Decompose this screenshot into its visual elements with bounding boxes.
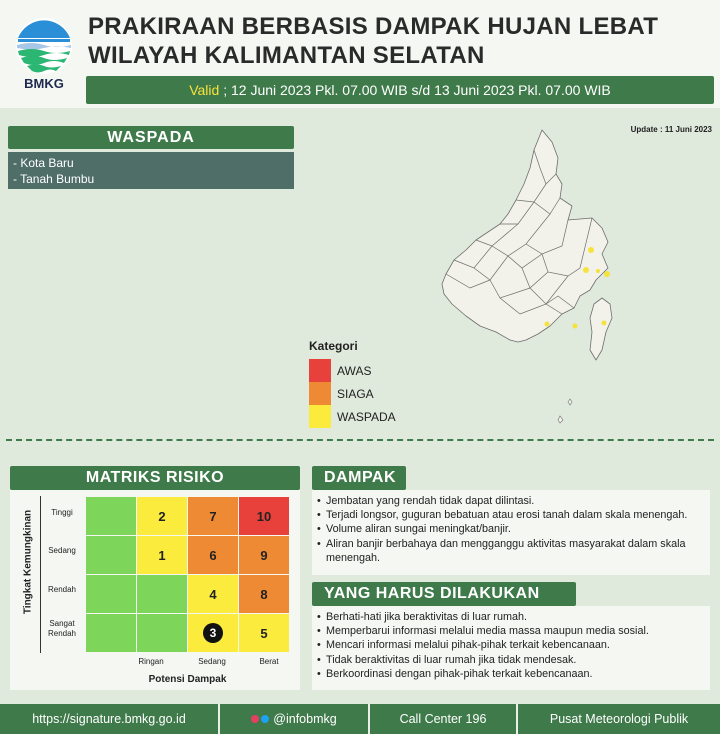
harus-item: • Memperbarui informasi melalui media massa maupun media sosial. <box>317 624 706 638</box>
legend-label: AWAS <box>337 363 372 378</box>
title-line-1: PRAKIRAAN BERBASIS DAMPAK HUJAN LEBAT <box>88 13 659 40</box>
matrix-cell: 5 <box>239 614 289 652</box>
social-handle: @infobmkg <box>273 712 337 726</box>
y-axis-line <box>40 496 41 653</box>
twitter-icon <box>261 715 269 723</box>
footer <box>0 704 720 734</box>
legend-swatch <box>309 405 331 428</box>
instagram-icon <box>251 715 259 723</box>
section-divider <box>6 439 714 441</box>
dampak-item: • Terjadi longsor, guguran bebatuan atau erosi tanah dalam skala menengah. <box>317 508 706 522</box>
harus-item: • Mencari informasi melalui pihak-pihak terkait kebencanaan. <box>317 638 706 652</box>
valid-period-bar <box>86 76 714 104</box>
page-title <box>88 12 658 70</box>
col-label-sedang: Sedang <box>198 657 226 666</box>
matrix-cell: 6 <box>188 536 238 574</box>
legend-item-awas <box>309 359 396 382</box>
legend-label: WASPADA <box>337 409 396 424</box>
col-label-ringan: Ringan <box>138 657 164 666</box>
risk-matrix-grid <box>86 497 289 651</box>
highlight-marker: 3 <box>203 623 223 643</box>
kategori-title: Kategori <box>309 339 358 353</box>
dampak-item: • Volume aliran sungai meningkat/banjir. <box>317 522 706 536</box>
matrix-cell: 2 <box>137 497 187 535</box>
matrix-cell: 4 <box>188 575 238 613</box>
matrix-cell: 9 <box>239 536 289 574</box>
kalimantan-selatan-map <box>430 128 640 433</box>
matrix-cell <box>137 575 187 613</box>
legend-item-siaga <box>309 382 396 405</box>
dampak-item: • Jembatan yang rendah tidak dapat dilintasi. <box>317 494 706 508</box>
row-label-rendah: Rendah <box>47 585 77 594</box>
matrix-cell: 10 <box>239 497 289 535</box>
footer-org: Pusat Meteorologi Publik <box>549 712 689 726</box>
legend-swatch <box>309 359 331 382</box>
header <box>0 0 720 108</box>
update-date: Update : 11 Juni 2023 <box>630 125 712 134</box>
risk-matrix-title: MATRIKS RISIKO <box>10 466 300 490</box>
harus-heading: YANG HARUS DILAKUKAN <box>312 582 576 606</box>
harus-item: • Berhati-hati jika beraktivitas di luar rumah. <box>317 610 706 624</box>
valid-label: Valid <box>189 82 220 98</box>
dampak-item: • Aliran banjir berbahaya dan mengganggu aktivitas masyarakat dalam skala menengah. <box>317 537 706 565</box>
footer-social[interactable] <box>220 704 370 734</box>
y-axis-title <box>19 498 37 626</box>
logo-text: BMKG <box>24 76 64 91</box>
col-label-berat: Berat <box>259 657 279 666</box>
dampak-panel <box>312 490 710 575</box>
kategori-legend <box>309 339 396 428</box>
waspada-heading: WASPADA <box>8 126 294 149</box>
matrix-cell: 1 <box>137 536 187 574</box>
matrix-cell-highlight <box>188 614 238 652</box>
dampak-heading: DAMPAK <box>312 466 406 490</box>
row-label-sedang: Sedang <box>48 546 76 555</box>
matrix-cell: 8 <box>239 575 289 613</box>
row-label-tinggi: Tinggi <box>51 508 73 517</box>
region-item: - Tanah Bumbu <box>13 172 95 186</box>
footer-call-center: Call Center 196 <box>370 704 518 734</box>
matrix-cell <box>86 536 136 574</box>
region-item: - Kota Baru <box>13 156 74 170</box>
row-label-sangat-rendah: Sangat Rendah <box>47 619 77 638</box>
bmkg-logo <box>12 18 76 96</box>
title-line-2: WILAYAH KALIMANTAN SELATAN <box>88 42 485 69</box>
harus-item: • Berkoordinasi dengan pihak-pihak terkait kebencanaan. <box>317 667 706 681</box>
valid-period-text: ; 12 Juni 2023 Pkl. 07.00 WIB s/d 13 Juni 2023 Pkl. 07.00 WIB <box>219 82 611 98</box>
x-axis-title: Potensi Dampak <box>148 674 227 685</box>
matrix-cell <box>137 614 187 652</box>
harus-item: • Tidak beraktivitas di luar rumah jika tidak mendesak. <box>317 653 706 667</box>
social-icons <box>251 715 269 723</box>
waspada-region-list <box>8 152 294 189</box>
legend-item-waspada <box>309 405 396 428</box>
footer-website[interactable]: https://signature.bmkg.go.id <box>0 704 220 734</box>
y-axis-title-text: Tingkat Kemungkinan <box>22 509 34 615</box>
matrix-cell <box>86 497 136 535</box>
matrix-cell <box>86 614 136 652</box>
legend-swatch <box>309 382 331 405</box>
matrix-cell: 7 <box>188 497 238 535</box>
legend-label: SIAGA <box>337 386 374 401</box>
harus-panel <box>312 606 710 690</box>
matrix-cell <box>86 575 136 613</box>
